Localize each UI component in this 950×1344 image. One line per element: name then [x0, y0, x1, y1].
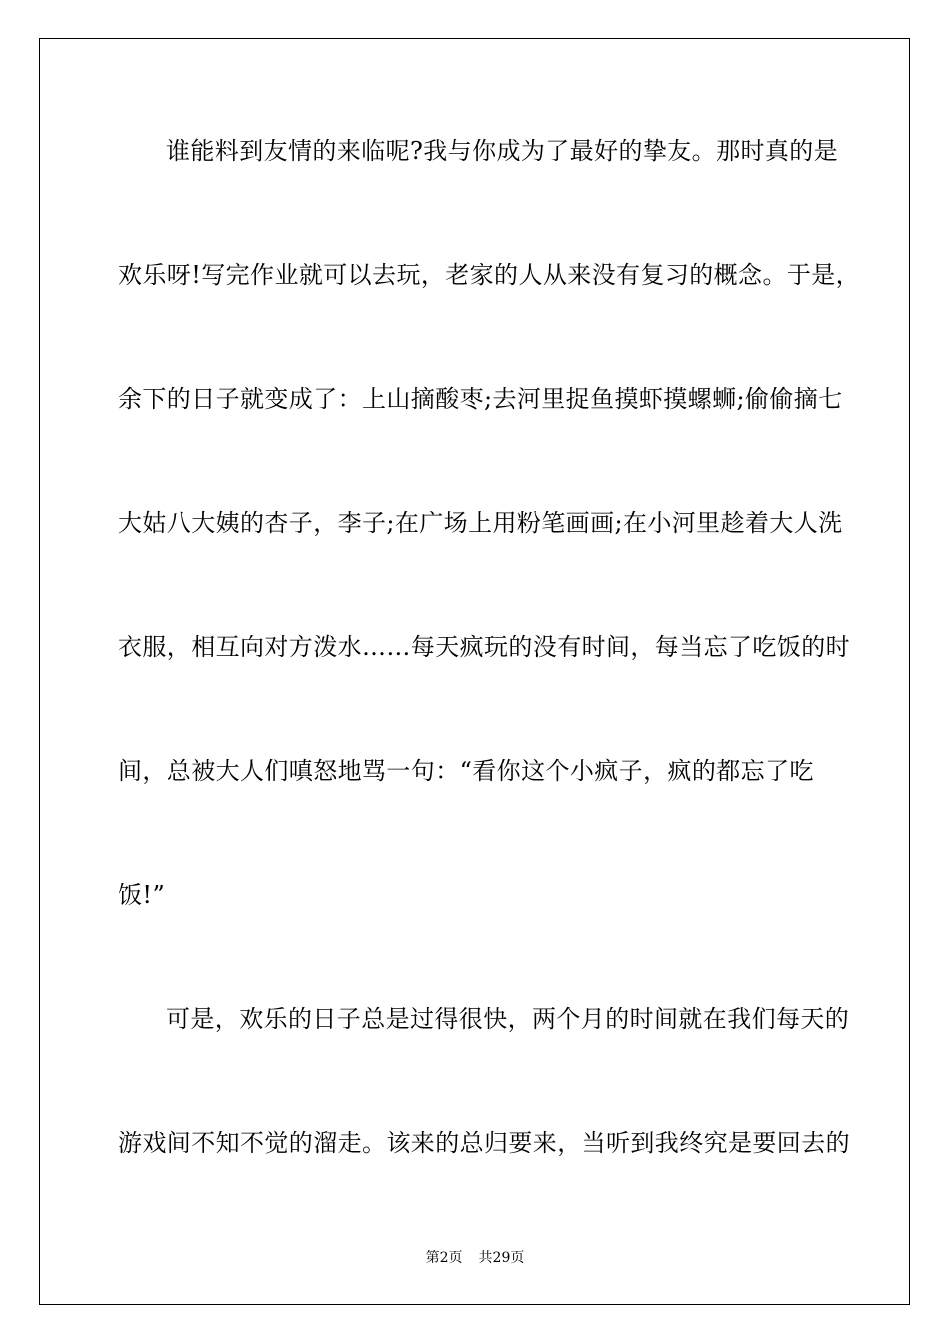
paragraph-line: 欢乐呀!写完作业就可以去玩，老家的人从来没有复习的概念。于是，: [118, 261, 861, 289]
paragraph-2: [118, 988, 850, 1174]
paragraph-line: 余下的日子就变成了：上山摘酸枣;去河里捉鱼摸虾摸螺蛳;偷偷摘七: [118, 385, 843, 413]
page-total: 共29页: [478, 1250, 525, 1266]
paragraph-line: 可是，欢乐的日子总是过得很快，两个月的时间就在我们每天的: [166, 1005, 850, 1033]
page-number: 第2页: [425, 1250, 463, 1266]
paragraph-1: [118, 120, 861, 926]
page-footer: [0, 1248, 950, 1268]
paragraph-line: 游戏间不知不觉的溜走。该来的总归要来，当听到我终究是要回去的: [118, 1129, 850, 1157]
paragraph-line: 大姑八大姨的杏子，李子;在广场上用粉笔画画;在小河里趁着大人洗: [118, 509, 843, 537]
paragraph-line: 间，总被大人们嗔怒地骂一句：“看你这个小疯子，疯的都忘了吃: [118, 757, 814, 785]
paragraph-line: 衣服，相互向对方泼水……每天疯玩的没有时间，每当忘了吃饭的时: [118, 633, 850, 661]
document-body: [118, 120, 861, 1236]
paragraph-line: 饭!”: [118, 881, 166, 909]
paragraph-line: 谁能料到友情的来临呢?我与你成为了最好的挚友。那时真的是: [166, 137, 839, 165]
